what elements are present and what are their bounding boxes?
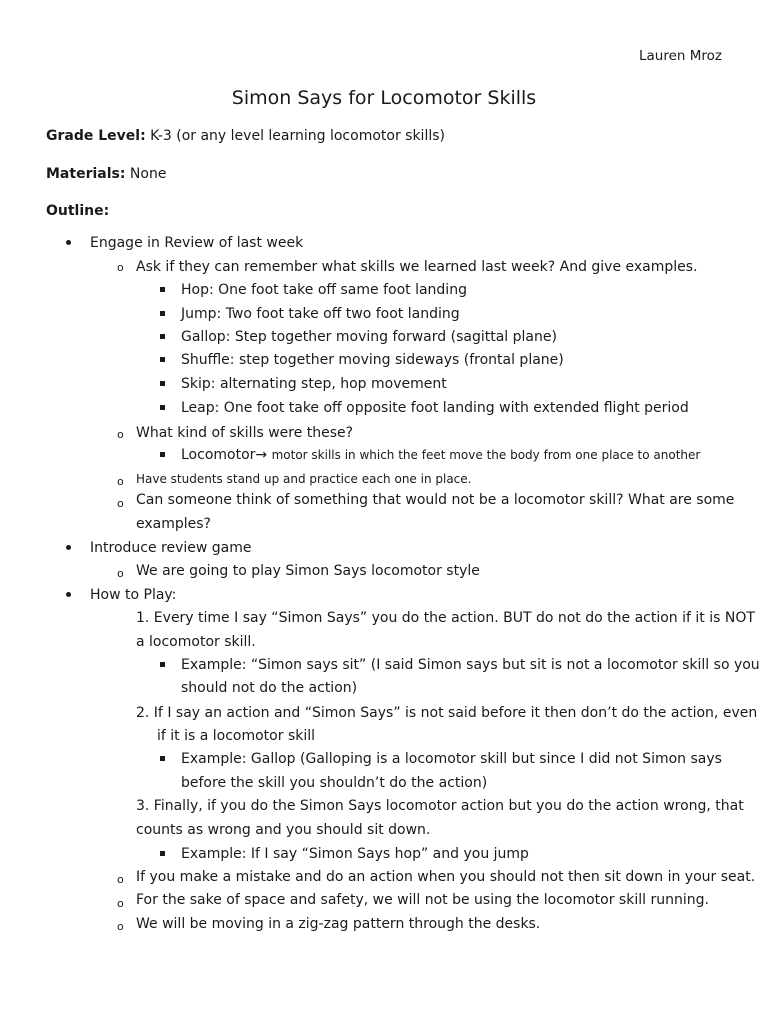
list-item-continuation: examples? — [136, 516, 211, 532]
arrow-icon: → — [255, 447, 268, 463]
grade-level-label: Grade Level: — [46, 128, 146, 144]
materials-line — [46, 164, 166, 184]
bullet-square — [160, 280, 166, 300]
list-item: We are going to play Simon Says locomotor style — [136, 563, 480, 579]
outline-heading — [46, 201, 109, 221]
materials-value: None — [129, 166, 167, 182]
bullet-square — [160, 374, 166, 394]
bullet-square — [160, 327, 166, 347]
author-name: Lauren Mroz — [638, 48, 722, 64]
list-item: Skip: alternating step, hop movement — [181, 376, 447, 392]
list-item: Can someone think of something that would not be a locomotor skill? What are some — [136, 492, 735, 508]
list-item: For the sake of space and safety, we will not be using the locomotor skill running. — [136, 892, 709, 908]
list-item: Have students stand up and practice each one in place. — [136, 472, 472, 486]
list-item: What kind of skills were these? — [136, 425, 354, 441]
list-item: Shuffle: step together moving sideways (frontal plane) — [181, 352, 564, 368]
outline-label: Outline: — [46, 203, 110, 219]
list-item: Example: Gallop (Galloping is a locomotor skill but since I did not Simon says — [181, 751, 722, 767]
bullet-square — [160, 749, 166, 769]
grade-level-line — [46, 126, 445, 146]
list-item: Example: If I say “Simon Says hop” and you jump — [181, 846, 529, 862]
locomotor-definition: motor skills in which the feet move the body from one place to another — [271, 448, 701, 462]
bullet-dot — [66, 233, 72, 253]
bullet-o: o — [117, 261, 124, 274]
bullet-o: o — [117, 567, 124, 580]
list-item: Introduce review game — [90, 540, 252, 556]
list-item-continuation: should not do the action) — [181, 680, 358, 696]
bullet-square — [160, 398, 166, 418]
list-item: Leap: One foot take off opposite foot landing with extended flight period — [181, 400, 689, 416]
rule-item-continuation: if it is a locomotor skill — [157, 728, 316, 744]
materials-label: Materials: — [46, 166, 126, 182]
rule-item-continuation: counts as wrong and you should sit down. — [136, 822, 431, 838]
list-item — [181, 445, 700, 465]
bullet-square — [160, 350, 166, 370]
rule-item: 3. Finally, if you do the Simon Says locomotor action but you do the action wrong, that — [136, 798, 744, 814]
rule-item-continuation: a locomotor skill. — [136, 634, 256, 650]
bullet-o: o — [117, 897, 124, 910]
page-title: Simon Says for Locomotor Skills — [231, 87, 537, 109]
bullet-o: o — [117, 428, 124, 441]
bullet-o: o — [117, 873, 124, 886]
rule-item: 1. Every time I say “Simon Says” you do the action. BUT do not do the action if it is NOT — [136, 610, 755, 626]
grade-level-value: K-3 (or any level learning locomotor skills) — [150, 128, 445, 144]
list-item: Jump: Two foot take off two foot landing — [181, 306, 460, 322]
list-item: Ask if they can remember what skills we learned last week? And give examples. — [136, 259, 698, 275]
bullet-square — [160, 844, 166, 864]
bullet-square — [160, 445, 166, 465]
list-item: Gallop: Step together moving forward (sagittal plane) — [181, 329, 557, 345]
list-item: We will be moving in a zig-zag pattern through the desks. — [136, 916, 541, 932]
locomotor-term: Locomotor — [181, 447, 256, 463]
bullet-square — [160, 655, 166, 675]
bullet-o: o — [117, 497, 124, 510]
list-item: If you make a mistake and do an action when you should not then sit down in your seat. — [136, 869, 756, 885]
bullet-square — [160, 304, 166, 324]
bullet-o: o — [117, 920, 124, 933]
list-item-continuation: before the skill you shouldn’t do the action) — [181, 775, 488, 791]
bullet-dot — [66, 585, 72, 605]
bullet-dot — [66, 538, 72, 558]
rule-item: 2. If I say an action and “Simon Says” is not said before it then don’t do the action, even — [136, 705, 758, 721]
list-item: Engage in Review of last week — [90, 235, 304, 251]
list-item: Example: “Simon says sit” (I said Simon says but sit is not a locomotor skill so you — [181, 657, 760, 673]
bullet-o: o — [117, 475, 124, 488]
list-item: How to Play: — [90, 587, 177, 603]
list-item: Hop: One foot take off same foot landing — [181, 282, 467, 298]
